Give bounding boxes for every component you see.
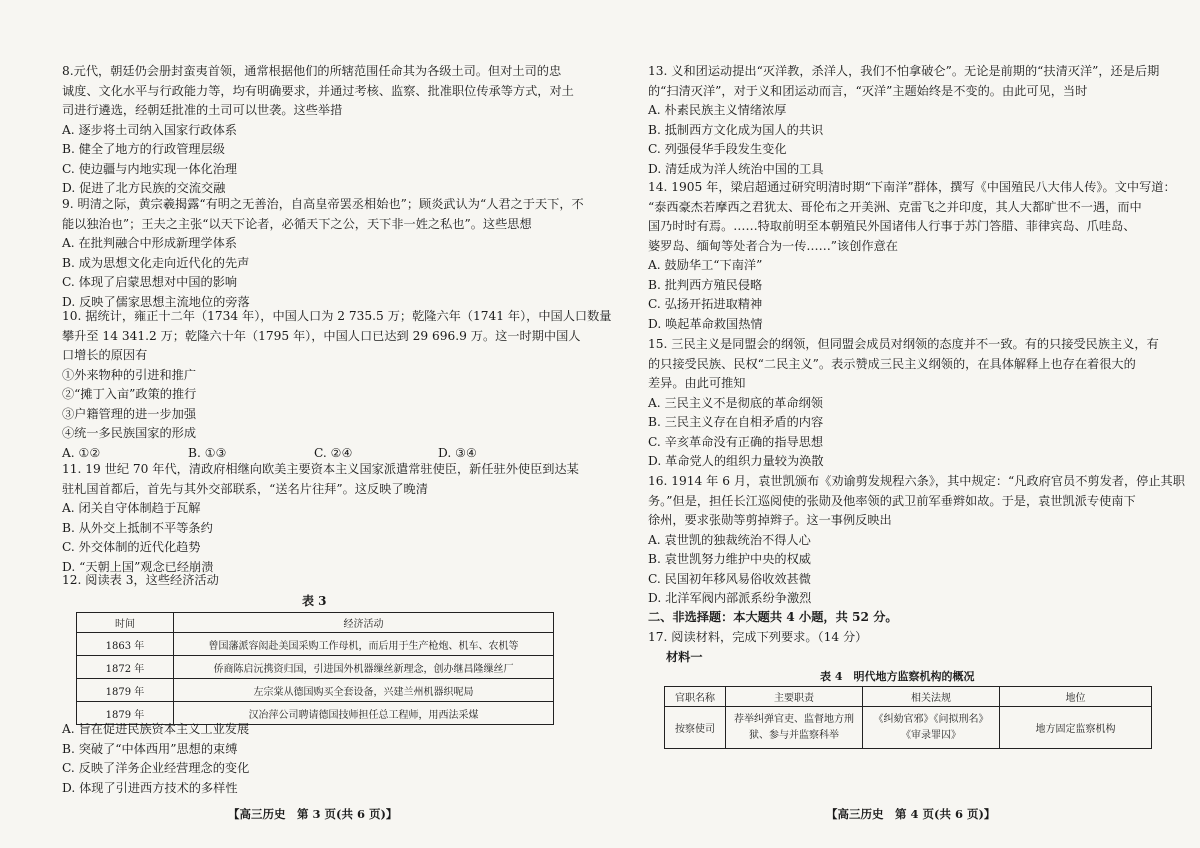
- question-text: 8.元代，朝廷仍会册封蛮夷首领，通常根据他们的所辖范围任命其为各级土司。但对土司的忠: [62, 64, 562, 78]
- option-d: D. 革命党人的组织力量较为涣散: [648, 454, 824, 468]
- question-9: [62, 195, 584, 312]
- option-b: B. ①③: [188, 445, 227, 460]
- table-header: 时间: [77, 613, 174, 633]
- question-text: 12. 阅读表 3，这些经济活动: [62, 573, 219, 587]
- table-cell: 地方固定监察机构: [1000, 707, 1152, 749]
- question-text: 司进行遴选，经朝廷批准的土司可以世袭。这些举措: [62, 103, 343, 117]
- table-row: [77, 633, 554, 656]
- table-4: [664, 686, 1152, 749]
- question-16: [648, 472, 1185, 609]
- option-b: B. 三民主义存在自相矛盾的内容: [648, 415, 824, 429]
- option-c: C. 反映了洋务企业经营理念的变化: [62, 761, 250, 775]
- table-row: [77, 656, 554, 679]
- table-cell: 1879 年: [77, 679, 174, 702]
- option-d: D. 体现了引进西方技术的多样性: [62, 780, 238, 795]
- option-b: B. 健全了地方的行政管理层级: [62, 142, 225, 156]
- table-cell: 汉冶萍公司聘请德国技师担任总工程师，用西法采煤: [174, 702, 554, 725]
- option-c: C. ②④: [314, 445, 353, 460]
- question-17: 17. 阅读材料，完成下列要求。（14 分）: [648, 630, 868, 644]
- table-cell: 《纠劾官邪》《问拟刑名》《审录罪囚》: [863, 707, 1000, 749]
- question-11: [62, 460, 579, 577]
- option-d: D. 清廷成为洋人统治中国的工具: [648, 161, 824, 176]
- question-text: 的只接受民族、民权“二民主义”。表示赞成三民主义纲领的，在具体解释上也存在着很大的: [648, 356, 1136, 371]
- table-cell: 侨商陈启沅携资归国，引进国外机器缫丝新理念，创办继昌隆缫丝厂: [174, 656, 554, 679]
- option-b: B. 批判西方殖民侵略: [648, 277, 763, 292]
- option-a: A. 三民主义不是彻底的革命纲领: [648, 395, 823, 410]
- material-label: 材料一: [666, 650, 703, 664]
- option-a: A. 在批判融合中形成新理学体系: [62, 236, 237, 250]
- question-text: 11. 19 世纪 70 年代，清政府相继向欧美主要资本主义国家派遣常驻使臣，新任驻外使臣到达某: [62, 462, 579, 476]
- question-8: [62, 62, 574, 199]
- table-header: 相关法规: [863, 687, 1000, 707]
- question-text: 徐州，要求张勋等剪掉辫子。这一事例反映出: [648, 513, 892, 527]
- table-header: 地位: [1000, 687, 1152, 707]
- question-text: 婆罗岛、缅甸等处者合为一传……”该创作意在: [648, 238, 898, 253]
- table-cell: 按察使司: [665, 707, 726, 749]
- question-15: [648, 335, 1159, 472]
- table-cell: 曾国藩派容闳赴美国采购工作母机，而后用于生产枪炮、机车、农机等: [174, 633, 554, 656]
- question-text: “泰西豪杰若摩西之君犹太、哥伦布之开美洲、克雷飞之并印度，其人大都旷世不一遇，而中: [648, 199, 1142, 214]
- table-cell: 荐举纠弹官吏、监督地方刑狱、参与并监察科举: [726, 707, 863, 749]
- option-c: C. 外交体制的近代化趋势: [62, 540, 201, 554]
- table-caption: 表 3: [302, 594, 327, 608]
- question-text: 诚度、文化水平与行政能力等，均有明确要求，并通过考核、监察、批准职位传承等方式，对土: [62, 83, 574, 98]
- question-text: 能以独治也”；王夫之主张“以天下论者，必循天下之公，天下非一姓之私也”。这些思想: [62, 216, 532, 231]
- option-b: B. 突破了“中体西用”思想的束缚: [62, 741, 238, 756]
- option-d: D. 北洋军阀内部派系纷争激烈: [648, 591, 812, 605]
- option-c: C. 列强侵华手段发生变化: [648, 142, 787, 156]
- table-header: 官职名称: [665, 687, 726, 707]
- option-a: A. 鼓励华工“下南洋”: [648, 258, 763, 272]
- option-b: B. 袁世凯努力维护中央的权威: [648, 552, 811, 566]
- question-12-options: [62, 720, 249, 798]
- question-text: 口增长的原因有: [62, 348, 148, 362]
- table-header: 主要职责: [726, 687, 863, 707]
- option-c: C. 体现了启蒙思想对中国的影响: [62, 275, 238, 289]
- table-3: [76, 612, 554, 725]
- item-1: ①外来物种的引进和推广: [62, 367, 197, 382]
- table-cell: 1863 年: [77, 633, 174, 656]
- option-d: D. 反映了儒家思想主流地位的旁落: [62, 294, 250, 309]
- option-d: D. ③④: [438, 445, 477, 460]
- table-cell: 1879 年: [77, 702, 174, 725]
- question-text: 16. 1914 年 6 月，袁世凯颁布《劝谕剪发规程六条》，其中规定：“凡政府官员不剪发者，停止其职: [648, 474, 1185, 488]
- table-caption: 表 4 明代地方监察机构的概况: [820, 670, 975, 683]
- page-footer: 【高三历史 第 4 页(共 6 页)】: [826, 807, 996, 821]
- table-cell: 1872 年: [77, 656, 174, 679]
- page-footer: 【高三历史 第 3 页(共 6 页)】: [228, 807, 398, 821]
- question-text: 驻札国首都后，首先与其外交部联系，“送名片往拜”。这反映了晚清: [62, 481, 428, 496]
- option-b: B. 从外交上抵制不平等条约: [62, 520, 213, 535]
- option-a: A. 袁世凯的独裁统治不得人心: [648, 532, 811, 547]
- option-c: C. 辛亥革命没有正确的指导思想: [648, 434, 824, 449]
- table-cell: 左宗棠从德国购买全套设备，兴建兰州机器织呢局: [174, 679, 554, 702]
- question-text: 的“扫清灭洋”，对于义和团运动而言，“灭洋”主题始终是不变的。由此可见，当时: [648, 83, 1088, 98]
- question-text: 10. 据统计，雍正十二年（1734 年），中国人口为 2 735.5 万；乾隆六年（1741 年），中国人口数量: [62, 309, 612, 323]
- option-b: B. 成为思想文化走向近代化的先声: [62, 255, 250, 270]
- question-text: 务。”但是，担任长江巡阅使的张勋及他率领的武卫前军垂辫如故。于是，袁世凯派专使南下: [648, 493, 1136, 508]
- option-a: A. 朴素民族主义情绪浓厚: [648, 103, 787, 117]
- option-d: D. 促进了北方民族的交流交融: [62, 181, 226, 195]
- option-c: C. 民国初年移风易俗收效甚微: [648, 571, 811, 586]
- question-text: 9. 明清之际，黄宗羲揭露“有明之无善治，自高皇帝罢丞相始也”；顾炎武认为“人君之于天下，不: [62, 197, 584, 211]
- question-text: 攀升至 14 341.2 万；乾隆六十年（1795 年），中国人口已达到 29 696.9 万。这一时期中国人: [62, 328, 581, 343]
- table-header-row: [665, 687, 1152, 707]
- option-d: D. “天朝上国”观念已经崩溃: [62, 559, 214, 574]
- table-row: [77, 679, 554, 702]
- option-c: C. 弘扬开拓进取精神: [648, 297, 763, 311]
- question-text: 差异。由此可推知: [648, 376, 746, 390]
- question-text: 15. 三民主义是同盟会的纲领，但同盟会成员对纲领的态度并不一致。有的只接受民族主义，有: [648, 337, 1159, 351]
- question-text: 14. 1905 年，梁启超通过研究明清时期“下南洋”群体，撰写《中国殖民八大伟人传》。文中写道：: [648, 180, 1176, 194]
- option-c: C. 使边疆与内地实现一体化治理: [62, 161, 238, 176]
- item-3: ③户籍管理的进一步加强: [62, 406, 197, 421]
- table-header-row: [77, 613, 554, 633]
- question-13: [648, 62, 1159, 179]
- table-header: 经济活动: [174, 613, 554, 633]
- option-a: A. ①②: [62, 445, 101, 460]
- question-12: [62, 571, 219, 591]
- option-b: B. 抵制西方文化成为国人的共识: [648, 122, 824, 137]
- item-2: ②“摊丁入亩”政策的推行: [62, 387, 197, 401]
- table-row: [665, 707, 1152, 749]
- option-a: A. 旨在促进民族资本主义工业发展: [62, 722, 250, 736]
- item-4: ④统一多民族国家的形成: [62, 426, 197, 440]
- question-text: 13. 义和团运动提出“灭洋教，杀洋人，我们不怕拿破仑”。无论是前期的“扶清灭洋”，还是后期: [648, 64, 1160, 78]
- option-a: A. 逐步将土司纳入国家行政体系: [62, 122, 237, 137]
- section-heading: 二、非选择题：本大题共 4 小题，共 52 分。: [648, 610, 898, 624]
- question-14: [648, 178, 1176, 334]
- question-10: [62, 307, 611, 463]
- right-page: [600, 0, 1200, 848]
- question-text: 国乃时时有焉。……特取前明至本朝殖民外国诸伟人行事于苏门答腊、菲律宾岛、爪哇岛、: [648, 219, 1136, 233]
- option-a: A. 闭关自守体制趋于瓦解: [62, 501, 201, 515]
- option-d: D. 唤起革命救国热情: [648, 316, 763, 331]
